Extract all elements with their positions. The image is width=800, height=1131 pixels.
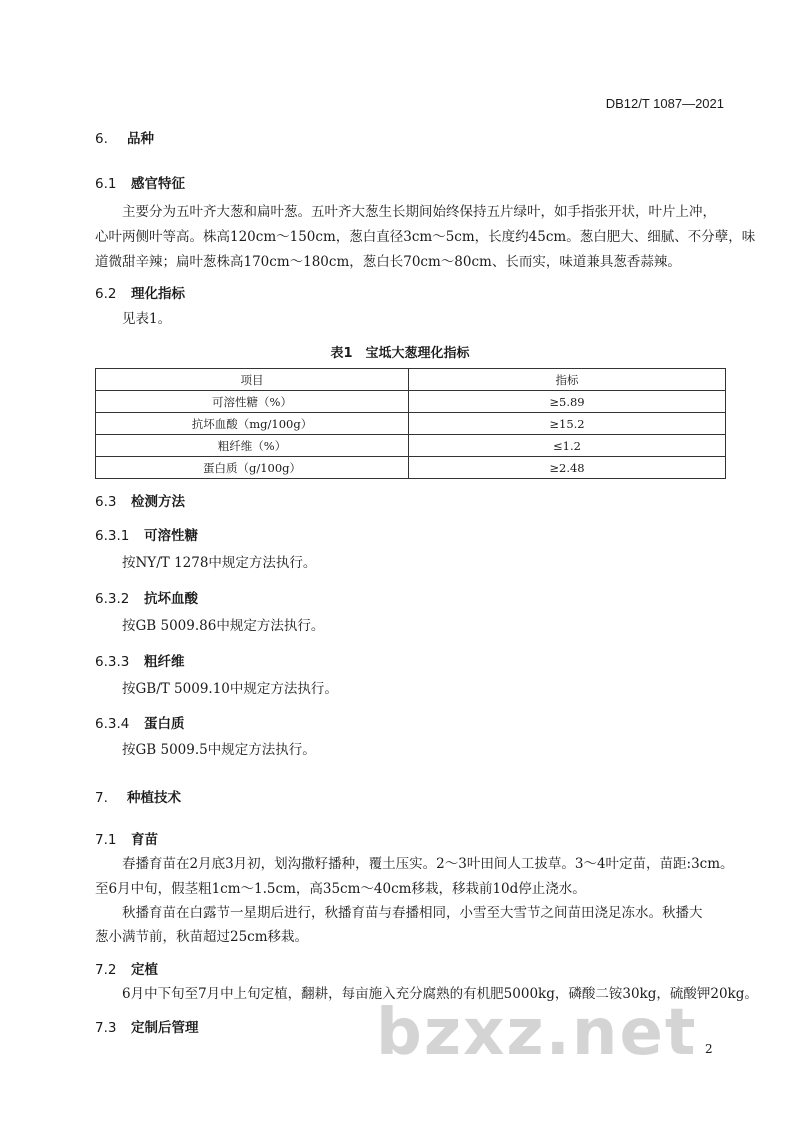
section-title: 检测方法 bbox=[131, 494, 185, 510]
paragraph-line: 按GB 5009.5中规定方法执行。 bbox=[122, 742, 316, 758]
cell-value: ≥5.89 bbox=[409, 391, 726, 413]
paragraph-line: 秋播育苗在白露节一星期后进行，秋播育苗与春播相同，小雪至大雪节之间苗田浇足冻水。秋播大 bbox=[122, 905, 703, 921]
section-title: 蛋白质 bbox=[144, 716, 185, 732]
section-7-heading bbox=[95, 786, 181, 806]
section-6-1-heading bbox=[95, 172, 185, 192]
section-6-3-3-heading bbox=[95, 650, 185, 670]
header-cell-item: 项目 bbox=[96, 369, 409, 391]
section-title: 品种 bbox=[127, 131, 154, 147]
cell-item: 抗坏血酸（mg/100g） bbox=[96, 413, 409, 435]
section-7-2-heading bbox=[95, 958, 158, 978]
section-6-heading bbox=[95, 127, 154, 147]
section-7-1-heading bbox=[95, 828, 158, 848]
section-title: 育苗 bbox=[131, 832, 158, 848]
paragraph-line: 按GB/T 5009.10中规定方法执行。 bbox=[122, 681, 338, 697]
section-title: 种植技术 bbox=[127, 790, 181, 806]
table-row bbox=[96, 391, 726, 413]
cell-item: 蛋白质（g/100g） bbox=[96, 457, 409, 479]
section-title: 理化指标 bbox=[131, 286, 185, 302]
watermark: bzxz.net bbox=[376, 996, 698, 1070]
section-number: 6. bbox=[95, 131, 108, 147]
section-title: 粗纤维 bbox=[144, 654, 185, 670]
cell-value: ≥15.2 bbox=[409, 413, 726, 435]
cell-item: 粗纤维（%） bbox=[96, 435, 409, 457]
section-6-3-heading bbox=[95, 490, 185, 510]
cell-item: 可溶性糖（%） bbox=[96, 391, 409, 413]
paragraph-line: 春播育苗在2月底3月初，划沟撒籽播种，覆土压实。2～3叶田间人工拔草。3～4叶定苗，苗距:3cm。 bbox=[122, 856, 734, 872]
cell-value: ≥2.48 bbox=[409, 457, 726, 479]
paragraph-line: 见表1。 bbox=[122, 311, 172, 327]
section-title: 抗坏血酸 bbox=[144, 591, 198, 607]
header-cell-value: 指标 bbox=[409, 369, 726, 391]
section-6-2-heading bbox=[95, 282, 185, 302]
section-number: 7.2 bbox=[95, 962, 117, 978]
section-title: 定制后管理 bbox=[131, 1020, 199, 1036]
paragraph-line: 主要分为五叶齐大葱和扁叶葱。五叶齐大葱生长期间始终保持五片绿叶，如手指张开状，叶片上冲， bbox=[122, 204, 716, 220]
section-number: 6.3.3 bbox=[95, 654, 130, 670]
paragraph-line: 心叶两侧叶等高。株高120cm～150cm，葱白直径3cm～5cm，长度约45cm。葱白肥大、细腻、不分孽，味 bbox=[95, 229, 756, 245]
document-code: DB12/T 1087—2021 bbox=[605, 96, 724, 111]
paragraph-line: 按NY/T 1278中规定方法执行。 bbox=[122, 555, 317, 571]
paragraph-line: 道微甜辛辣；扁叶葱株高170cm～180cm，葱白长70cm～80cm、长而实，味道兼具葱香蒜辣。 bbox=[95, 254, 681, 270]
table-header-row bbox=[96, 369, 726, 391]
table-row bbox=[96, 457, 726, 479]
section-number: 6.3.2 bbox=[95, 591, 130, 607]
physicochemical-table bbox=[95, 368, 726, 479]
section-number: 6.2 bbox=[95, 286, 117, 302]
cell-value: ≤1.2 bbox=[409, 435, 726, 457]
paragraph-line: 葱小满节前，秋苗超过25cm移栽。 bbox=[95, 929, 309, 945]
section-number: 7. bbox=[95, 790, 108, 806]
paragraph-line: 至6月中旬，假茎粗1cm～1.5cm，高35cm～40cm移栽，移栽前10d停止浇水。 bbox=[95, 881, 586, 897]
table-row bbox=[96, 435, 726, 457]
section-6-3-1-heading bbox=[95, 524, 198, 544]
section-title: 可溶性糖 bbox=[144, 528, 198, 544]
section-number: 6.3 bbox=[95, 494, 117, 510]
section-number: 6.3.1 bbox=[95, 528, 130, 544]
section-7-3-heading bbox=[95, 1016, 199, 1036]
section-6-3-2-heading bbox=[95, 587, 198, 607]
page-number: 2 bbox=[705, 1042, 713, 1056]
paragraph-line: 按GB 5009.86中规定方法执行。 bbox=[122, 618, 325, 634]
section-title: 感官特征 bbox=[131, 176, 185, 192]
section-number: 7.1 bbox=[95, 832, 117, 848]
section-number: 6.1 bbox=[95, 176, 117, 192]
table-caption: 表1 宝坻大葱理化指标 bbox=[330, 346, 470, 361]
section-6-3-4-heading bbox=[95, 712, 185, 732]
section-title: 定植 bbox=[131, 962, 158, 978]
section-number: 7.3 bbox=[95, 1020, 117, 1036]
section-number: 6.3.4 bbox=[95, 716, 130, 732]
paragraph-line: 6月中下旬至7月中上旬定植，翻耕，每亩施入充分腐熟的有机肥5000kg，磷酸二铵30kg，硫酸钾20kg。 bbox=[122, 986, 758, 1002]
table-row bbox=[96, 413, 726, 435]
